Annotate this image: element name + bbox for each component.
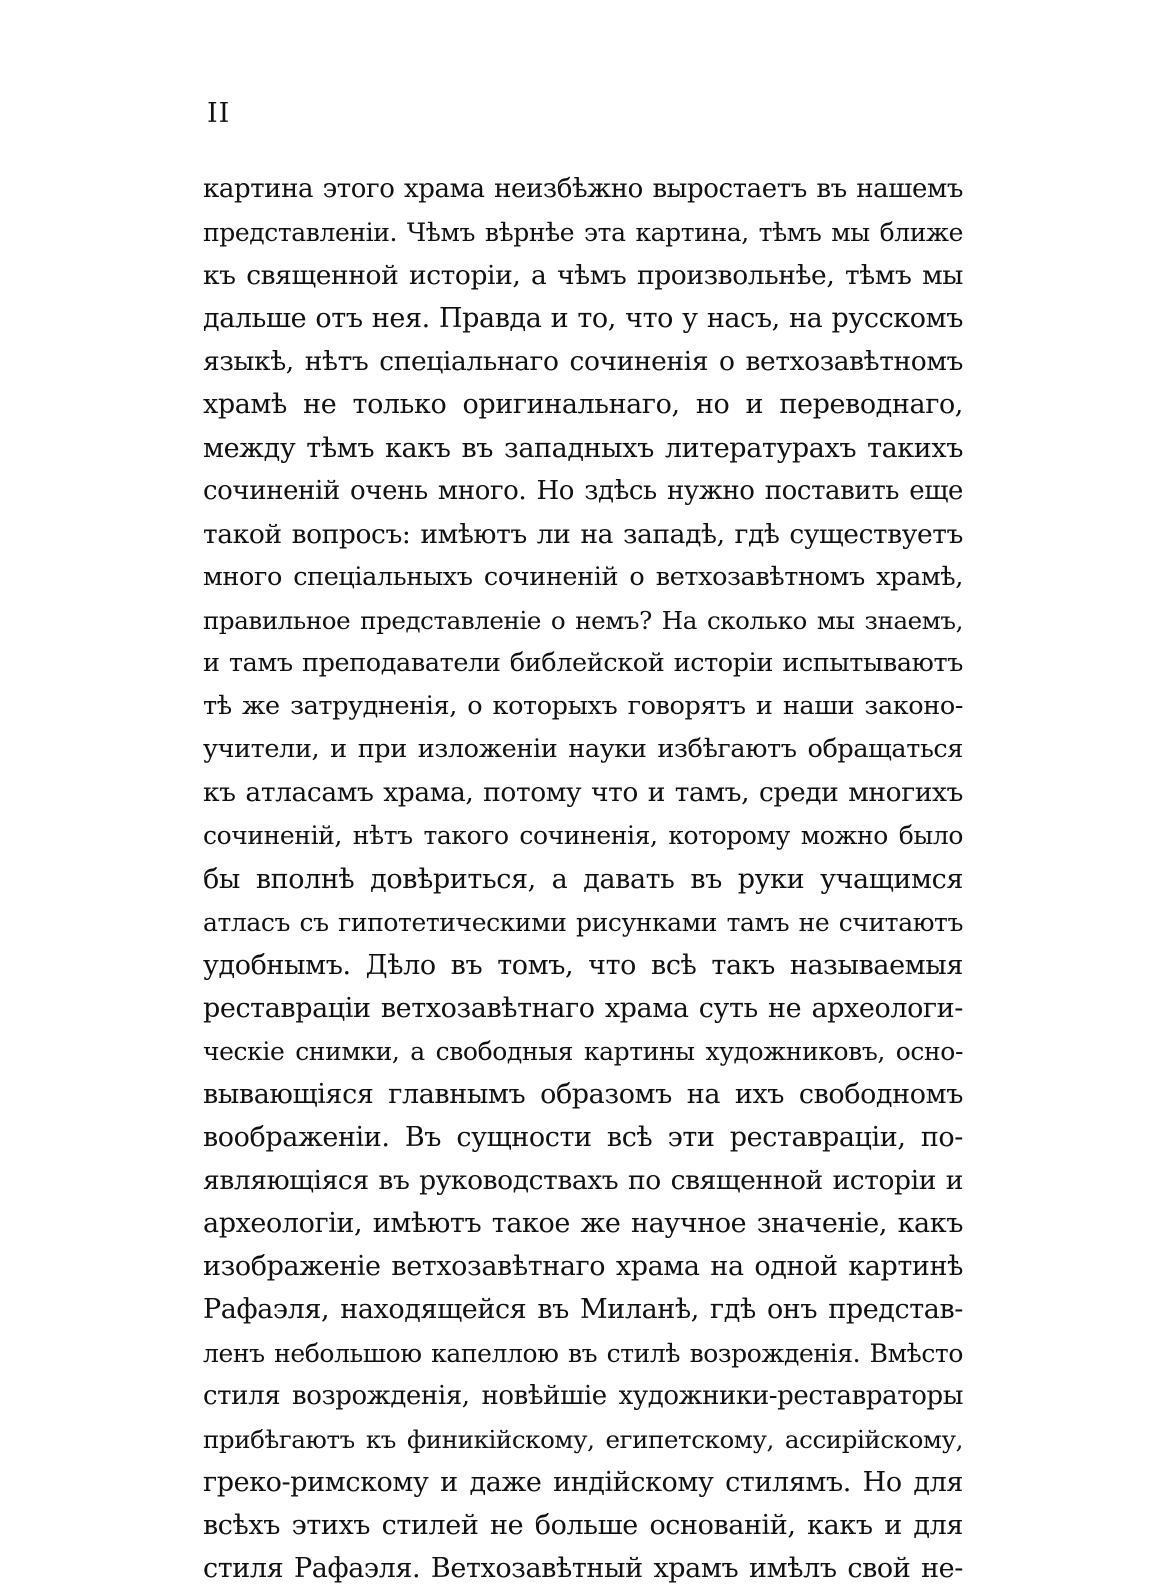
text-line: греко-римскому и даже индійскому стилямъ. Но для [203,1466,963,1498]
text-line: реставраціи ветхозавѣтнаго храма суть не археологи- [203,992,963,1024]
page-number: II [207,98,231,129]
text-line: правильное представленіе о немъ? На сколько мы знаемъ, [203,605,963,635]
text-line: археологіи, имѣютъ такое же научное значеніе, какъ [203,1208,963,1240]
text-line: Рафаэля, находящейся въ Миланѣ, гдѣ онъ представ- [203,1294,963,1326]
text-line: къ атласамъ храма, потому что и тамъ, среди многихъ [203,777,963,809]
text-line: храмѣ не только оригинальнаго, но и переводнаго, [203,389,963,421]
text-line: представленіи. Чѣмъ вѣрнѣе эта картина, тѣмъ мы ближе [203,218,963,248]
text-line: удобнымъ. Дѣло въ томъ, что всѣ такъ называемыя [203,949,963,981]
text-line: вывающіяся главнымъ образомъ на ихъ свободномъ [203,1078,963,1110]
text-line: такой вопросъ: имѣютъ ли на западѣ, гдѣ существуетъ [203,518,963,550]
text-line: къ священной исторіи, а чѣмъ произвольнѣе, тѣмъ мы [203,260,963,292]
text-line: тѣ же затрудненія, о которыхъ говорятъ и наши законо- [203,691,963,722]
body-text [203,168,963,1590]
text-line: стиля возрожденія, новѣйшіе художники-реставраторы [203,1380,963,1411]
text-line: дальше отъ нея. Правда и то, что у насъ, на русскомъ [203,303,963,335]
text-line: много спеціальныхъ сочиненій о ветхозавѣтномъ храмѣ, [203,561,963,592]
text-line: учители, и при изложеніи науки избѣгаютъ обращаться [203,734,963,765]
text-line: картина этого храма неизбѣжно выростаетъ въ нашемъ [203,174,963,204]
text-line: ленъ небольшою капеллою въ стилѣ возрожденія. Вмѣсто [203,1338,963,1368]
text-line: языкѣ, нѣтъ спеціальнаго сочиненія о ветхозавѣтномъ [203,346,963,378]
text-line: всѣхъ этихъ стилей не больше основаній, какъ и для [203,1509,963,1541]
text-line: и тамъ преподаватели библейской исторіи испытываютъ [203,648,963,679]
text-line: ческіе снимки, а свободныя картины художниковъ, осно- [203,1036,963,1066]
text-line: между тѣмъ какъ въ западныхъ литературахъ такихъ [203,432,963,464]
text-line: прибѣгаютъ къ финикійскому, египетскому, ассирійскому, [203,1424,963,1454]
text-line: изображеніе ветхозавѣтнаго храма на одной картинѣ [203,1251,963,1283]
text-line: бы вполнѣ довѣриться, а давать въ руки учащимся [203,863,963,895]
text-line: атласъ съ гипотетическими рисунками тамъ не считаютъ [203,907,963,937]
text-line: стиля Рафаэля. Ветхозавѣтный храмъ имѣлъ свой не- [203,1553,963,1584]
text-line: сочиненій, нѣтъ такого сочиненія, которому можно было [203,821,963,851]
text-line: сочиненій очень много. Но здѣсь нужно поставить еще [203,475,963,506]
text-line: воображеніи. Въ сущности всѣ эти реставраціи, по- [203,1122,963,1154]
text-line: являющіяся въ руководствахъ по священной исторіи и [203,1165,963,1197]
